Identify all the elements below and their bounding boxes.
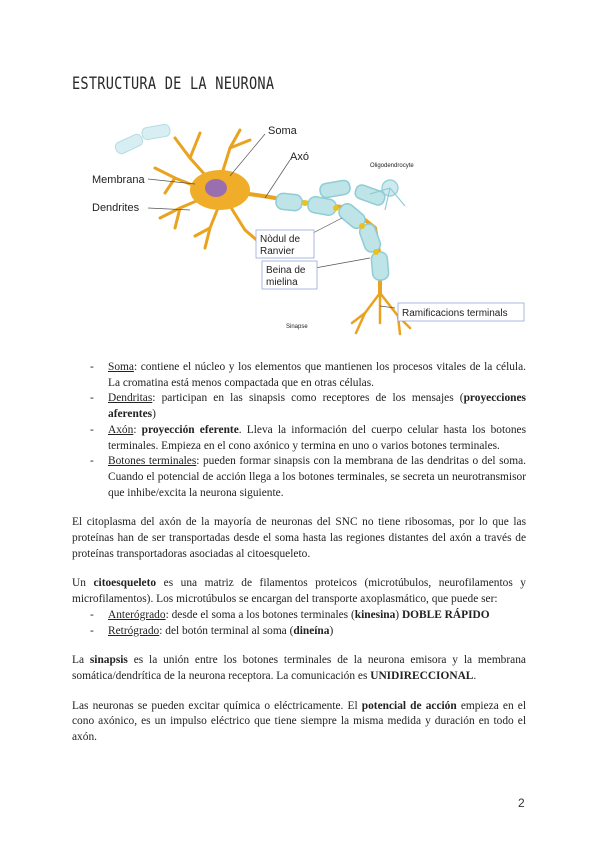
neuron-diagram xyxy=(80,118,540,338)
list-item: - Retrógrado: del botón terminal al soma (dineína) xyxy=(108,624,526,640)
label-myelin-1: Beina de xyxy=(266,265,306,276)
transport-list xyxy=(72,608,526,639)
page-number: 2 xyxy=(518,796,525,810)
label-ranvier-1: Nòdul de xyxy=(260,234,301,245)
list-item: - Soma: contiene el núcleo y los elementos que mantienen los procesos vitales de la célula. La cromatina está menos compactada que en otras células. xyxy=(108,360,526,391)
label-terminals: Ramificacions terminals xyxy=(402,308,508,319)
label-axon: Axó xyxy=(290,151,309,163)
label-ranvier-2: Ranvier xyxy=(260,246,295,257)
label-soma: Soma xyxy=(268,125,297,137)
list-item: - Botones terminales: pueden formar sinapsis con la membrana de las dendritas o del soma. Cuando el potencial de acción llega a los botones terminales, se secreta un neurotransmisor que inhibe/excita la neurona siguiente. xyxy=(108,454,526,501)
list-item: - Anterógrado: desde el soma a los botones terminales (kinesina) DOBLE RÁPIDO xyxy=(108,608,526,624)
paragraph-cytoskeleton: Un citoesqueleto es una matriz de filamentos proteicos (microtúbulos, neurofilamentos y microfilamentos). Los microtúbulos se encargan del transporte axoplasmático, que puede ser: xyxy=(72,577,526,606)
page-content xyxy=(72,360,526,760)
paragraph-synapse: La sinapsis es la unión entre los botones terminales de la neurona emisora y la membrana somática/dendrítica de la neurona receptora. La comunicación es UNIDIRECCIONAL. xyxy=(72,654,526,682)
label-oligodendrocyte: Oligodendrocyte xyxy=(370,163,414,169)
list-item: - Axón: proyección eferente. Lleva la información del cuerpo celular hasta los botones terminales. Empieza en el cono axónico y termina en uno o varios botones terminales. xyxy=(108,423,526,454)
upstream-axon xyxy=(114,124,171,156)
list-item: - Dendritas: participan en las sinapsis como receptores de los mensajes (proyecciones aferentes) xyxy=(108,391,526,422)
label-synapse: Sinapse xyxy=(286,324,308,330)
nucleus xyxy=(205,179,227,197)
label-membrane: Membrana xyxy=(92,174,145,186)
label-myelin-2: mielina xyxy=(266,277,298,288)
page-title: ESTRUCTURA DE LA NEURONA xyxy=(72,74,275,94)
paragraph-action-potential: Las neuronas se pueden excitar química o eléctricamente. El potencial de acción empieza en el cono axónico, es un impulso eléctrico que tiene siempre la misma medida y duración en todo el axón. xyxy=(72,699,526,744)
paragraph-cytoplasm: El citoplasma del axón de la mayoría de neuronas del SNC no tiene ribosomas, por lo que las proteínas han de ser transportadas desde el soma hasta las regiones distantes del axón a través de proteínas transportadoras asociadas al citoesqueleto. xyxy=(72,516,526,560)
neuron-parts-list xyxy=(72,360,526,501)
label-dendrites: Dendrites xyxy=(92,202,140,214)
